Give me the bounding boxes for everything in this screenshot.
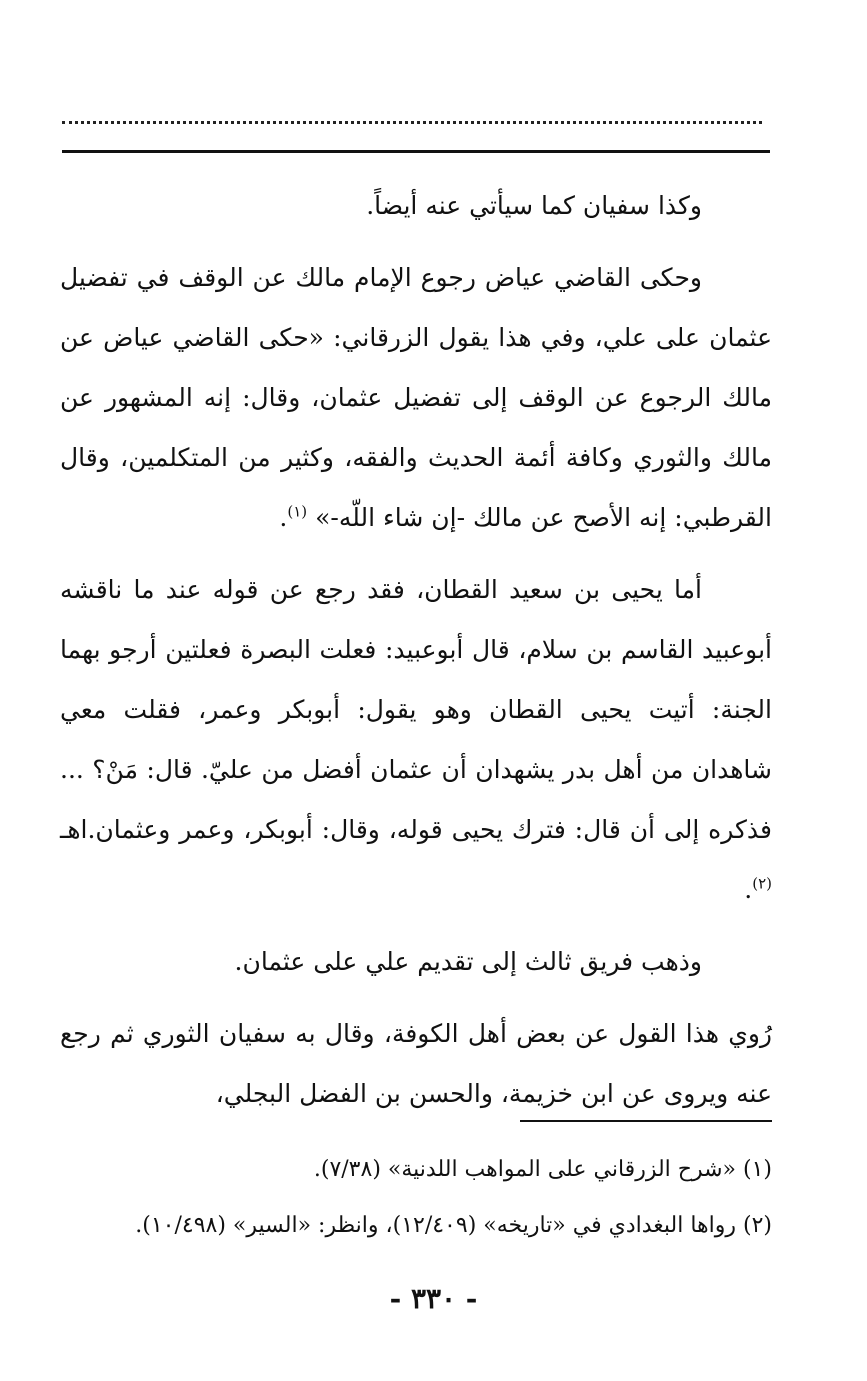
footnote-ref-1: (١) bbox=[287, 502, 308, 521]
paragraph-5: رُوي هذا القول عن بعض أهل الكوفة، وقال به سفيان الثوري ثم رجع عنه ويروى عن ابن خزيمة، والحسن بن الفضل البجلي، bbox=[60, 1019, 772, 1108]
footnote-separator bbox=[520, 1120, 772, 1122]
paragraph-1: وكذا سفيان كما سيأتي عنه أيضاً. bbox=[366, 191, 702, 220]
footnote-ref-2: (٢) bbox=[752, 874, 772, 893]
paragraph-4: وذهب فريق ثالث إلى تقديم علي على عثمان. bbox=[234, 947, 702, 976]
footnotes bbox=[60, 1142, 772, 1254]
paragraph-2 bbox=[60, 248, 772, 548]
header-rule bbox=[62, 150, 770, 153]
running-head-dotted-line bbox=[62, 100, 762, 124]
paragraph-3-end: . bbox=[744, 875, 753, 904]
main-text bbox=[60, 176, 772, 1136]
footnote-2: (٢) رواها البغدادي في «تاريخه» (١٢/٤٠٩)، وانظر: «السير» (١٠/٤٩٨). bbox=[135, 1213, 772, 1238]
paragraph-2-end: . bbox=[279, 503, 288, 532]
paragraph-3-text: أما يحيى بن سعيد القطان، فقد رجع عن قوله عند ما ناقشه أبوعبيد القاسم بن سلام، قال أبوعبيد: فعلت البصرة فعلتين أرجو بهما الجنة: أتيت يحيى القطان وهو يقول: أبوبكر وعمر، فقلت معي شاهدان من أهل بدر يشهدان أن عثمان أفضل من عليّ. قال: مَنْ؟ ... فذكره إلى أن قال: فترك يحيى قوله، وقال: أبوبكر، وعمر وعثمان.اهـ bbox=[60, 575, 772, 844]
paragraph-2-text: وحكى القاضي عياض رجوع الإمام مالك عن الوقف في تفضيل عثمان على علي، وفي هذا يقول الزرقاني: «حكى القاضي عياض عن مالك الرجوع عن الوقف إلى تفضيل عثمان، وقال: إنه المشهور عن مالك والثوري وكافة أئمة الحديث والفقه، وكثير من المتكلمين، وقال القرطبي: إنه الأصح عن مالك -إن شاء اللّه-» bbox=[60, 263, 772, 532]
footnote-1: (١) «شرح الزرقاني على المواهب اللدنية» (٧/٣٨). bbox=[313, 1157, 772, 1182]
paragraph-3 bbox=[60, 560, 772, 920]
page-number: - ٣٣٠ - bbox=[389, 1282, 478, 1315]
